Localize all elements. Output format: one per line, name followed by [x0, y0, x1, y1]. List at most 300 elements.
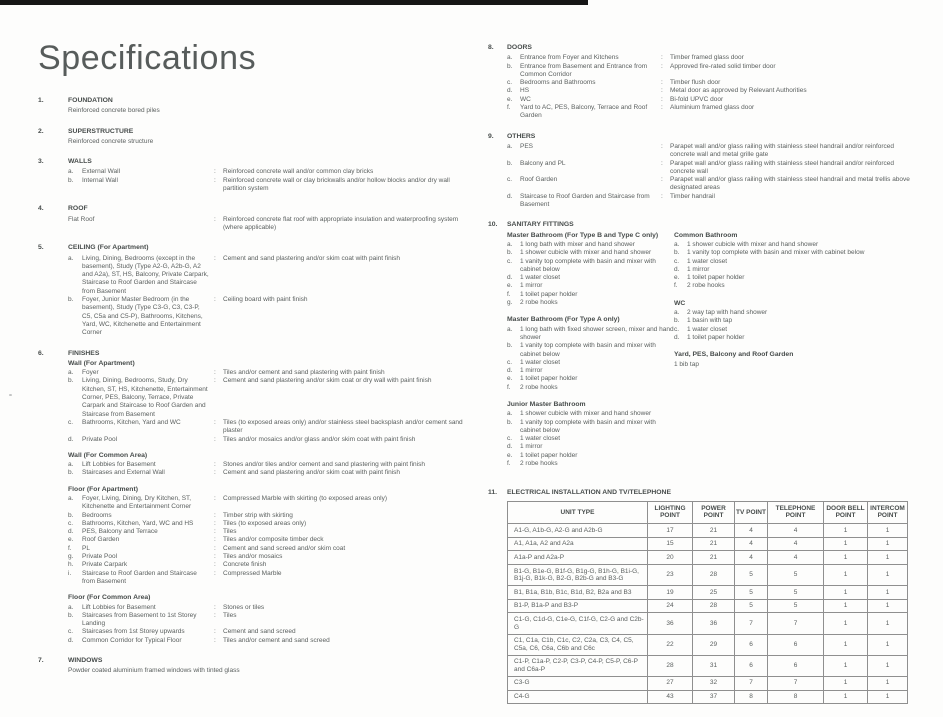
sanitary-item [674, 282, 918, 290]
point-value-cell: 1 [824, 634, 868, 655]
item-letter: f. [507, 290, 511, 298]
point-value-cell: 17 [648, 524, 693, 538]
section-heading: SANITARY FITTINGS [507, 221, 574, 229]
row-label: Entrance from Foyer and Kitchens [520, 54, 619, 62]
item-text: 1 mirror [520, 367, 543, 375]
row-colon: : [214, 561, 216, 569]
item-text: 1 toilet paper holder [687, 333, 745, 341]
item-text: 1 shower cubicle with mixer and hand shower [520, 410, 652, 418]
point-value-cell: 21 [693, 537, 735, 551]
spec-row [68, 296, 463, 337]
row-label: Staircase to Roof Garden and Staircase from Basement [82, 569, 197, 585]
unit-type-cell: A1a-P and A2a-P [508, 551, 648, 565]
table-row [508, 565, 908, 586]
spec-row [68, 628, 463, 636]
row-label: PES, Balcony and Terrace [82, 528, 158, 536]
row-value: Reinforced concrete flat roof with appropriate insulation and waterproofing system (where applicable) [223, 215, 459, 231]
row-value: Metal door as approved by Relevant Authorities [670, 87, 807, 95]
row-label: Yard to AC, PES, Balcony, Terrace and Roof Garden [520, 104, 648, 120]
item-letter: d. [507, 443, 513, 451]
item-letter: a. [507, 325, 513, 333]
row-label: Entrance from Basement and Entrance from Common Corridor [520, 62, 648, 78]
row-label: Bathrooms, Kitchen, Yard and WC [82, 418, 181, 426]
point-value-cell: 28 [693, 599, 735, 613]
section-heading: SUPERSTRUCTURE [68, 127, 134, 135]
point-value-cell: 21 [693, 524, 735, 538]
row-colon: : [214, 553, 216, 561]
row-letter: c. [507, 176, 513, 184]
point-value-cell: 5 [768, 599, 824, 613]
unit-type-cell: A1, A1a, A2 and A2a [508, 537, 648, 551]
spec-row [68, 520, 463, 528]
row-letter: a. [507, 54, 513, 62]
item-letter: e. [507, 375, 513, 383]
row-colon: : [214, 569, 216, 577]
point-value-cell: 1 [824, 551, 868, 565]
spec-row [68, 377, 463, 418]
table-row [508, 676, 908, 690]
unit-type-cell: B1-G, B1e-G, B1f-G, B1g-G, B1h-G, B1i-G, B1j-G, B1k-G, B2-G, B2b-G and B3-G [508, 565, 648, 586]
item-text: 2 robe hooks [520, 383, 558, 391]
item-text: 2 robe hooks [520, 460, 558, 468]
row-colon: : [214, 636, 216, 644]
section-body [68, 244, 463, 337]
row-letter: d. [507, 87, 513, 95]
row-colon: : [661, 104, 663, 112]
row-letter: b. [68, 469, 74, 477]
left-sections [38, 97, 463, 676]
sanitary-item [507, 375, 674, 383]
point-value-cell: 37 [693, 690, 735, 704]
row-letter: a. [68, 461, 74, 469]
point-value-cell: 1 [824, 613, 868, 634]
spec-row [68, 553, 463, 561]
section-number: 6. [38, 349, 44, 357]
row-colon: : [214, 369, 216, 377]
spec-row [68, 216, 463, 233]
row-value: Tiles and/or mosaics and/or glass and/or skim coat with paint finish [223, 435, 416, 443]
item-letter: e. [507, 282, 513, 290]
item-letter: g. [507, 299, 513, 307]
sanitary-group-yard-pes-balcony-and-roof-garden [674, 351, 918, 369]
unit-type-cell: B1, B1a, B1b, B1c, B1d, B2, B2a and B3 [508, 586, 648, 600]
row-letter: h. [68, 561, 74, 569]
item-letter: a. [674, 240, 680, 248]
sanitary-item [507, 326, 674, 343]
electrical-points-table [507, 501, 908, 705]
row-value: Tiles and/or cement and sand plastering with paint finish [223, 369, 385, 377]
point-value-cell: 1 [868, 586, 908, 600]
row-letter: c. [68, 628, 74, 636]
sanitary-right-column [674, 232, 918, 478]
row-value: Tiles [223, 528, 237, 536]
section-roof [38, 205, 463, 232]
row-label: Bathrooms, Kitchen, Yard, WC and HS [82, 519, 194, 527]
point-value-cell: 4 [768, 551, 824, 565]
row-value: Reinforced concrete wall and/or common clay bricks [223, 168, 374, 176]
right-column [488, 40, 918, 716]
row-value: Tiles and/or composite timber deck [223, 536, 324, 544]
row-colon: : [214, 469, 216, 477]
item-letter: c. [507, 435, 513, 443]
point-value-cell: 1 [868, 676, 908, 690]
row-letter: d. [507, 192, 513, 200]
column-header: TV POINT [735, 501, 768, 524]
spec-row [68, 512, 463, 520]
point-value-cell: 43 [648, 690, 693, 704]
table-header-row [508, 501, 908, 524]
item-text: 1 mirror [520, 282, 543, 290]
table-row [508, 551, 908, 565]
scan-artifact-dot [9, 394, 12, 396]
top-border-bar [0, 0, 588, 5]
right-sections [488, 44, 918, 704]
sanitary-item [507, 460, 674, 468]
sanitary-item [507, 419, 674, 436]
row-value: Timber handrail [670, 192, 715, 200]
row-letter: b. [68, 611, 74, 619]
row-letter: c. [507, 79, 513, 87]
section-number: 11. [488, 489, 498, 497]
row-letter: c. [68, 418, 74, 426]
sanitary-item [674, 326, 918, 334]
column-header: UNIT TYPE [508, 501, 648, 524]
row-value: Tiles (to exposed areas only) and/or stainless steel backsplash and/or cement sand plaster [223, 418, 463, 435]
row-letter: g. [68, 553, 74, 561]
row-letter: f. [68, 544, 72, 552]
sanitary-item [507, 452, 674, 460]
section-foundation [38, 97, 463, 116]
table-header [508, 501, 908, 524]
item-letter: b. [674, 249, 680, 257]
row-letter: e. [68, 536, 74, 544]
spec-row [507, 176, 918, 193]
sanitary-item [507, 435, 674, 443]
item-text: 1 toilet paper holder [520, 451, 578, 459]
sanitary-columns [507, 232, 918, 478]
section-heading: ELECTRICAL INSTALLATION AND TV/TELEPHONE [507, 489, 672, 497]
point-value-cell: 28 [693, 565, 735, 586]
sanitary-group-heading: Common Bathroom [674, 231, 738, 239]
row-label: Bedrooms [82, 511, 112, 519]
page-title: Specifications [38, 39, 257, 77]
point-value-cell: 4 [735, 537, 768, 551]
row-colon: : [214, 536, 216, 544]
row-label: External Wall [82, 168, 121, 176]
row-colon: : [661, 192, 663, 200]
item-text: 1 vanity top complete with basin and mixer with cabinet below [520, 257, 656, 273]
item-text: 2 robe hooks [687, 282, 725, 290]
point-value-cell: 6 [735, 655, 768, 676]
spec-row [507, 54, 918, 62]
row-label: Foyer, Living, Dining, Dry Kitchen, ST, Kitchenette and Entertainment Corner [82, 494, 192, 511]
row-colon: : [214, 611, 216, 619]
point-value-cell: 28 [648, 655, 693, 676]
item-letter: f. [507, 460, 511, 468]
point-value-cell: 24 [648, 599, 693, 613]
row-colon: : [214, 296, 216, 304]
item-text: 1 bib tap [674, 360, 699, 368]
item-letter: c. [674, 325, 680, 333]
spec-row [507, 87, 918, 95]
point-value-cell: 36 [693, 613, 735, 634]
point-value-cell: 31 [693, 655, 735, 676]
item-letter: b. [507, 342, 513, 350]
point-value-cell: 1 [824, 586, 868, 600]
row-value: Ceiling board with paint finish [223, 296, 308, 304]
item-letter: c. [507, 358, 513, 366]
sanitary-item [507, 241, 674, 249]
row-colon: : [214, 544, 216, 552]
sanitary-item [507, 410, 674, 418]
row-colon: : [661, 87, 663, 95]
item-text: 1 water closet [520, 274, 561, 282]
column-header: LIGHTING POINT [648, 501, 693, 524]
subsection-wall-for-common-area [68, 452, 463, 478]
sanitary-group-common-bathroom [674, 232, 918, 291]
sanitary-item [674, 258, 918, 266]
spec-row [68, 612, 463, 629]
section-body [507, 489, 918, 704]
spec-row [68, 495, 463, 512]
row-colon: : [661, 79, 663, 87]
section-number: 9. [488, 132, 494, 140]
point-value-cell: 7 [735, 676, 768, 690]
section-text: Powder coated aluminium framed windows with tinted glass [68, 667, 240, 675]
row-value: Stones and/or tiles and/or cement and sand plastering with paint finish [223, 461, 425, 469]
spec-row [68, 461, 463, 469]
row-value: Concrete finish [223, 561, 267, 569]
item-text: 1 basin with tap [687, 317, 733, 325]
sanitary-group-heading: Junior Master Bathroom [507, 400, 586, 408]
section-walls [38, 158, 463, 193]
point-value-cell: 21 [693, 551, 735, 565]
row-colon: : [661, 54, 663, 62]
point-value-cell: 6 [735, 634, 768, 655]
row-colon: : [661, 62, 663, 70]
item-text: 1 vanity top complete with basin and mixer with cabinet below [687, 249, 865, 257]
sanitary-item [507, 342, 674, 359]
item-letter: c. [507, 257, 513, 265]
row-value: Stones or tiles [223, 603, 265, 611]
spec-row [68, 177, 463, 194]
section-doors [488, 44, 918, 121]
point-value-cell: 1 [868, 634, 908, 655]
point-value-cell: 5 [735, 599, 768, 613]
spec-row [68, 561, 463, 569]
spec-row [507, 104, 918, 121]
row-label: Foyer, Junior Master Bedroom (in the basement), Study (Type C3-G, C3, C3-P, C5, C5a and C5-P), Bathrooms, Kitchens, Yard, WC, Kitchenette and Entertainment Corner [82, 296, 203, 337]
row-letter: a. [68, 603, 74, 611]
row-letter: b. [68, 176, 74, 184]
sanitary-item [507, 384, 674, 392]
row-value: Parapet wall and/or glass railing with stainless steel handrail and/or reinforced concrete wall and metal grille gate [670, 142, 895, 159]
point-value-cell: 8 [735, 690, 768, 704]
section-body [68, 350, 463, 646]
item-text: 1 long bath with fixed shower screen, mixer and hand shower [520, 325, 674, 341]
point-value-cell: 6 [768, 655, 824, 676]
spec-row [68, 255, 463, 296]
spec-row [68, 536, 463, 544]
sanitary-item [507, 291, 674, 299]
row-colon: : [214, 628, 216, 636]
item-text: 1 toilet paper holder [520, 375, 578, 383]
spec-row [507, 96, 918, 104]
item-letter: d. [507, 274, 513, 282]
section-body [507, 44, 918, 121]
row-letter: i. [68, 569, 72, 577]
row-letter: a. [68, 494, 74, 502]
row-value: Parapet wall and/or glass railing with stainless steel handrail and/or reinforced concrete wall [670, 159, 895, 175]
section-superstructure [38, 128, 463, 147]
column-header: POWER POINT [693, 501, 735, 524]
item-letter: f. [507, 383, 511, 391]
item-letter: b. [674, 317, 680, 325]
column-header: TELEPHONE POINT [768, 501, 824, 524]
row-label: PL [82, 544, 90, 552]
sanitary-group-wc [674, 300, 918, 342]
spec-row [507, 160, 918, 177]
spec-row [68, 369, 463, 377]
point-value-cell: 1 [824, 565, 868, 586]
row-value: Tiles [223, 611, 237, 619]
table-row [508, 586, 908, 600]
row-label: Bedrooms and Bathrooms [520, 79, 596, 87]
sanitary-group-master-bathroom-for-type-b-and-type-c-only [507, 232, 674, 308]
item-text: 1 mirror [687, 265, 710, 273]
item-text: 1 long bath with mixer and hand shower [520, 240, 635, 248]
sanitary-item [674, 361, 918, 369]
section-body [507, 133, 918, 210]
row-label: Staircases and External Wall [82, 469, 165, 477]
section-electrical-installation-and-tv-telephone [488, 489, 918, 704]
sanitary-item [674, 266, 918, 274]
sanitary-item [507, 282, 674, 290]
sanitary-item [674, 274, 918, 282]
sanitary-group-heading: WC [674, 299, 686, 307]
spec-row [68, 545, 463, 553]
spec-row [507, 193, 918, 210]
row-label: Roof Garden [82, 536, 120, 544]
row-letter: b. [68, 377, 74, 385]
spec-row [68, 168, 463, 176]
spec-row [68, 469, 463, 477]
item-letter: d. [674, 265, 680, 273]
section-number: 4. [38, 205, 44, 213]
point-value-cell: 5 [735, 586, 768, 600]
point-value-cell: 1 [868, 690, 908, 704]
unit-type-cell: B1-P, B1a-P and B3-P [508, 599, 648, 613]
point-value-cell: 36 [648, 613, 693, 634]
table-row [508, 537, 908, 551]
unit-type-cell: C1-G, C1d-G, C1e-G, C1f-G, C2-G and C2b-G [508, 613, 648, 634]
row-colon: : [214, 254, 216, 262]
row-colon: : [214, 377, 216, 385]
sanitary-item [674, 309, 918, 317]
row-label: Common Corridor for Typical Floor [82, 636, 182, 644]
section-heading: FOUNDATION [68, 97, 113, 104]
row-colon: : [214, 176, 216, 184]
row-label: Staircases from Basement to 1st Storey Landing [82, 611, 197, 628]
point-value-cell: 15 [648, 537, 693, 551]
spec-row [507, 79, 918, 87]
section-body [68, 97, 463, 116]
row-colon: : [214, 603, 216, 611]
section-heading: ROOF [68, 205, 88, 213]
point-value-cell: 19 [648, 586, 693, 600]
item-text: 2 robe hooks [520, 299, 558, 307]
table-row [508, 634, 908, 655]
table-row [508, 690, 908, 704]
row-colon: : [214, 528, 216, 536]
item-text: 1 water closet [520, 435, 561, 443]
point-value-cell: 1 [868, 613, 908, 634]
column-header: DOOR BELL POINT [824, 501, 868, 524]
section-others [488, 133, 918, 210]
point-value-cell: 23 [648, 565, 693, 586]
row-value: Timber strip with skirting [223, 511, 293, 519]
section-text: Reinforced concrete structure [68, 137, 154, 145]
point-value-cell: 1 [868, 599, 908, 613]
point-value-cell: 1 [868, 551, 908, 565]
row-colon: : [214, 418, 216, 426]
spec-row [68, 604, 463, 612]
section-body [68, 128, 463, 147]
point-value-cell: 1 [824, 690, 868, 704]
item-text: 1 mirror [520, 443, 543, 451]
spec-row [68, 528, 463, 536]
row-colon: : [214, 215, 216, 223]
section-number: 2. [38, 127, 44, 135]
row-letter: d. [68, 636, 74, 644]
sanitary-left-column [507, 232, 674, 478]
row-value: Parapet wall and/or glass railing with stainless steel handrail and metal trellis above designated areas [670, 176, 910, 192]
spec-row [507, 143, 918, 160]
spec-row [68, 419, 463, 436]
row-letter: a. [507, 142, 513, 150]
item-text: 1 water closet [687, 257, 728, 265]
subsection-floor-for-apartment [68, 486, 463, 587]
point-value-cell: 1 [868, 565, 908, 586]
point-value-cell: 5 [735, 565, 768, 586]
point-value-cell: 25 [693, 586, 735, 600]
table-row [508, 599, 908, 613]
row-value: Cement and sand plastering and/or skim coat or dry wall with paint finish [223, 377, 432, 385]
table-row [508, 524, 908, 538]
section-number: 8. [488, 44, 494, 51]
point-value-cell: 6 [768, 634, 824, 655]
item-text: 1 vanity top complete with basin and mixer with cabinet below [520, 342, 656, 358]
section-heading: WALLS [68, 158, 92, 166]
point-value-cell: 4 [735, 524, 768, 538]
row-label: Staircases from 1st Storey upwards [82, 628, 185, 636]
spec-row [68, 637, 463, 645]
row-label: Private Pool [82, 435, 118, 443]
point-value-cell: 1 [824, 524, 868, 538]
item-text: 1 toilet paper holder [520, 290, 578, 298]
item-text: 1 vanity top complete with basin and mixer with cabinet below [520, 418, 656, 434]
point-value-cell: 22 [648, 634, 693, 655]
point-value-cell: 4 [735, 551, 768, 565]
row-letter: a. [68, 254, 74, 262]
sanitary-item [507, 258, 674, 275]
point-value-cell: 32 [693, 676, 735, 690]
item-letter: e. [507, 451, 513, 459]
row-value: Aluminium framed glass door [670, 104, 755, 112]
spec-row [68, 570, 463, 587]
row-value: Bi-fold UPVC door [670, 95, 724, 103]
row-colon: : [214, 461, 216, 469]
